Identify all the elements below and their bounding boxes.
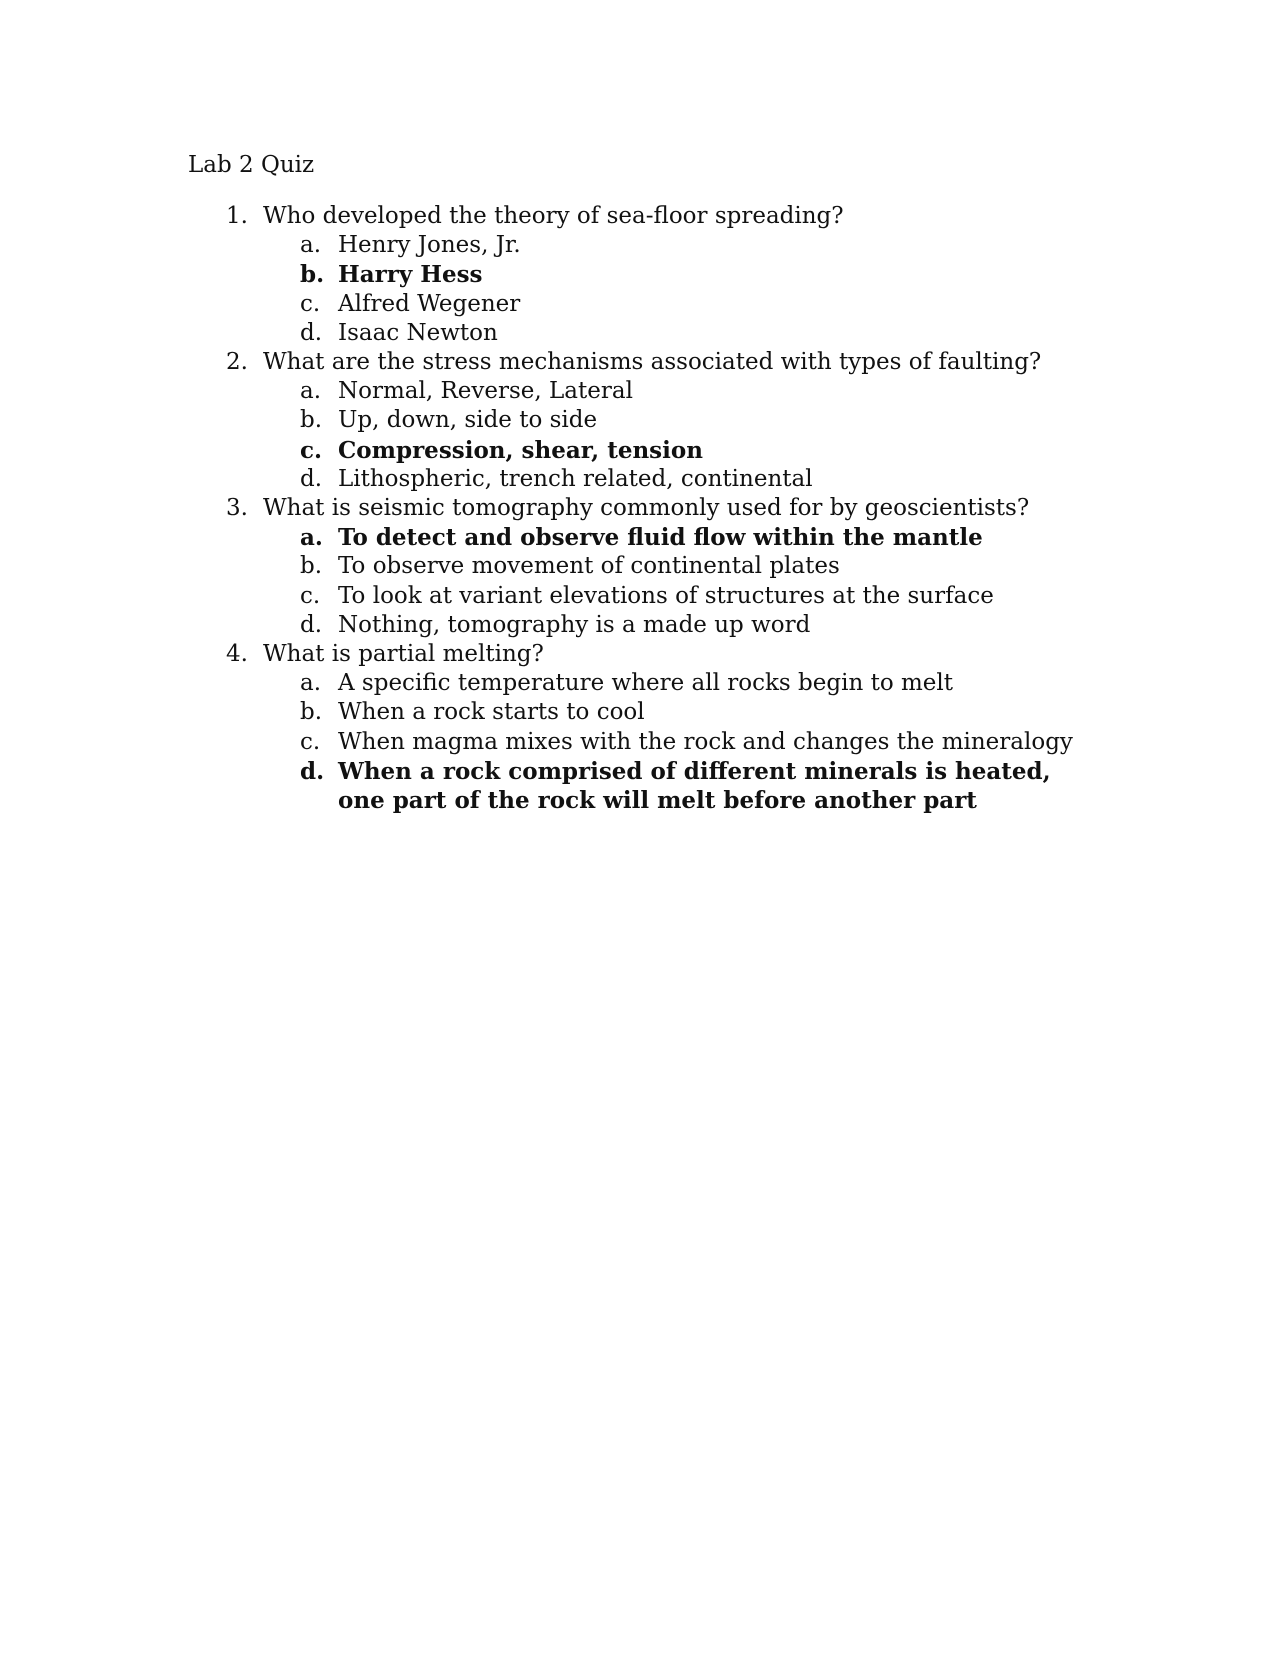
option-4c bbox=[0, 728, 1280, 757]
option-text: To look at variant elevations of structures at the surface bbox=[338, 582, 994, 609]
option-list bbox=[0, 231, 1280, 348]
option-letter: c. bbox=[300, 290, 321, 317]
question-text: Who developed the theory of sea-floor spreading? bbox=[263, 203, 844, 229]
option-text: To detect and observe fluid flow within the mantle bbox=[338, 524, 983, 552]
option-text: Isaac Newton bbox=[338, 319, 498, 346]
option-3b bbox=[0, 552, 1280, 581]
question-1 bbox=[0, 202, 1280, 348]
question-text: What is seismic tomography commonly used for by geoscientists? bbox=[263, 495, 1030, 521]
option-letter: d. bbox=[300, 757, 325, 785]
question-line bbox=[0, 202, 1280, 231]
option-text: To observe movement of continental plates bbox=[338, 553, 840, 580]
question-text: What are the stress mechanisms associated with types of faulting? bbox=[263, 349, 1042, 375]
option-letter: b. bbox=[300, 261, 325, 289]
option-letter: c. bbox=[300, 582, 321, 609]
option-letter: b. bbox=[300, 553, 323, 580]
option-text: Normal, Reverse, Lateral bbox=[338, 378, 633, 405]
option-text: A specific temperature where all rocks begin to melt bbox=[338, 670, 954, 697]
option-text: When a rock starts to cool bbox=[338, 699, 645, 726]
option-4a bbox=[0, 669, 1280, 698]
question-number: 3. bbox=[226, 495, 248, 521]
option-1c bbox=[0, 290, 1280, 319]
option-2c-correct bbox=[0, 436, 1280, 465]
option-text: Up, down, side to side bbox=[338, 407, 598, 434]
option-letter: a. bbox=[300, 232, 322, 259]
option-letter: a. bbox=[300, 378, 322, 405]
option-text: Nothing, tomography is a made up word bbox=[338, 611, 811, 638]
option-text: Harry Hess bbox=[338, 261, 483, 289]
option-letter: a. bbox=[300, 670, 322, 697]
option-text: Lithospheric, trench related, continental bbox=[338, 465, 813, 492]
question-3 bbox=[0, 494, 1280, 640]
question-text: What is partial melting? bbox=[263, 641, 544, 667]
question-2 bbox=[0, 348, 1280, 494]
option-3a-correct bbox=[0, 523, 1280, 552]
option-letter: b. bbox=[300, 699, 323, 726]
question-number: 2. bbox=[226, 349, 248, 375]
question-line bbox=[0, 348, 1280, 377]
option-3d bbox=[0, 611, 1280, 640]
option-1d bbox=[0, 319, 1280, 348]
option-text: Henry Jones, Jr. bbox=[338, 232, 521, 259]
option-2b bbox=[0, 406, 1280, 435]
option-letter: a. bbox=[300, 524, 323, 552]
question-4 bbox=[0, 640, 1280, 815]
option-1a bbox=[0, 231, 1280, 260]
question-line bbox=[0, 494, 1280, 523]
question-list bbox=[0, 202, 1280, 815]
option-letter: d. bbox=[300, 465, 323, 492]
option-text: When a rock comprised of different minerals is heated, one part of the rock will melt before another part bbox=[338, 757, 1051, 814]
option-letter: b. bbox=[300, 407, 323, 434]
question-number: 4. bbox=[226, 641, 248, 667]
option-2d bbox=[0, 465, 1280, 494]
question-number: 1. bbox=[226, 203, 248, 229]
option-3c bbox=[0, 582, 1280, 611]
question-line bbox=[0, 640, 1280, 669]
option-letter: c. bbox=[300, 728, 321, 755]
option-text: Alfred Wegener bbox=[338, 290, 521, 317]
option-list bbox=[0, 669, 1280, 815]
option-list bbox=[0, 377, 1280, 494]
option-4b bbox=[0, 698, 1280, 727]
option-letter: d. bbox=[300, 319, 323, 346]
document-title: Lab 2 Quiz bbox=[188, 152, 315, 178]
option-letter: c. bbox=[300, 436, 323, 464]
option-letter: d. bbox=[300, 611, 323, 638]
option-list bbox=[0, 523, 1280, 640]
option-text: When magma mixes with the rock and changes the mineralogy bbox=[338, 728, 1073, 755]
option-2a bbox=[0, 377, 1280, 406]
option-text: Compression, shear, tension bbox=[338, 436, 703, 464]
option-1b-correct bbox=[0, 260, 1280, 289]
option-4d-correct bbox=[0, 757, 1280, 815]
